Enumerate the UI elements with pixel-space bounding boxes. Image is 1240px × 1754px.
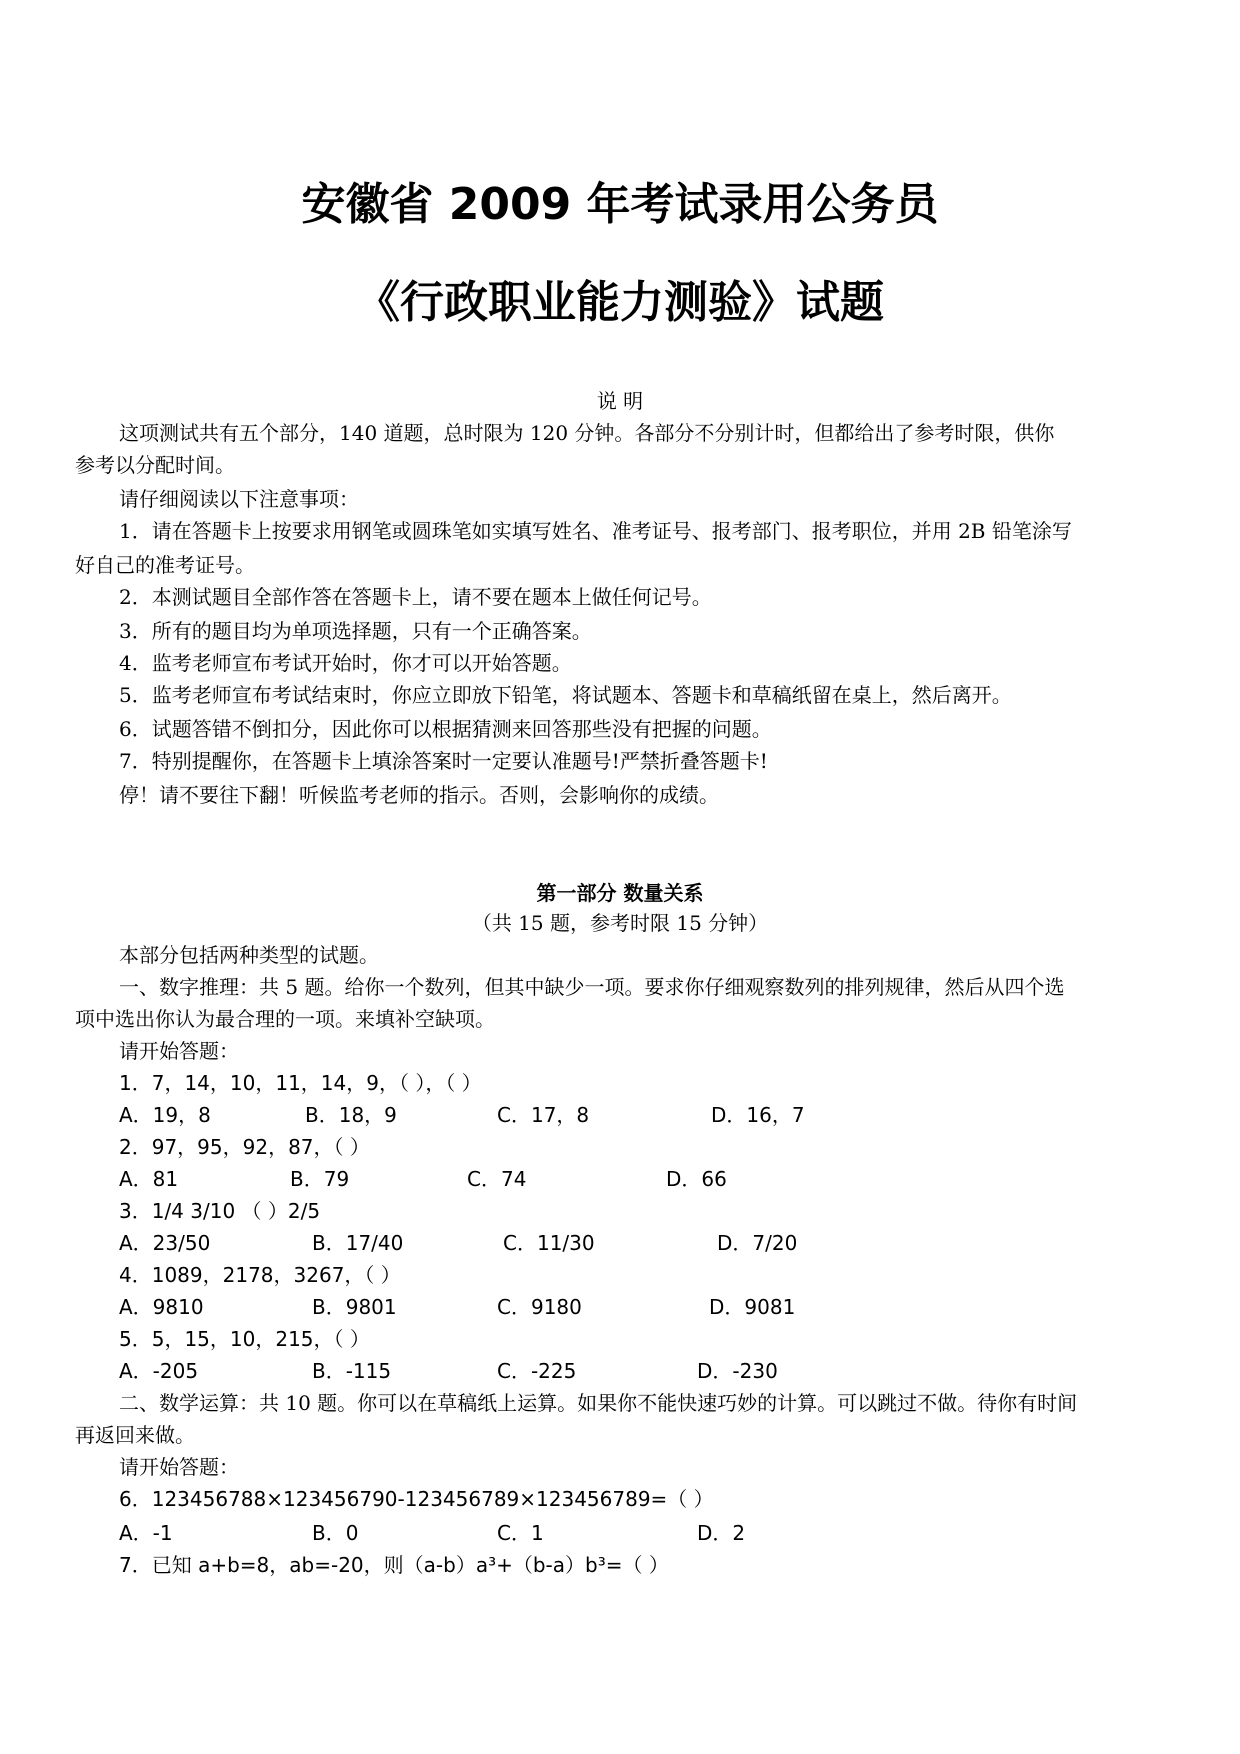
instruction-item-1: 1．请在答题卡上按要求用钢笔或圆珠笔如实填写姓名、准考证号、报考部门、报考职位，并用 2B 铅笔涂写 [119, 519, 1072, 543]
instructions-intro-cont: 参考以分配时间。 [75, 453, 235, 477]
section2-start: 请开始答题： [119, 1455, 239, 1479]
instruction-item-1-cont: 好自己的准考证号。 [75, 553, 255, 577]
q1-option-d: D．16，7 [711, 1103, 805, 1127]
instructions-intro: 这项测试共有五个部分，140 道题，总时限为 120 分钟。各部分不分别计时，但都给出了参考时限，供你 [119, 421, 1055, 445]
section1-description: 一、数字推理：共 5 题。给你一个数列，但其中缺少一项。要求你仔细观察数列的排列规律，然后从四个选 [119, 975, 1065, 999]
q1-option-a: A．19，8 [119, 1103, 211, 1127]
q1-option-b: B．18，9 [305, 1103, 397, 1127]
q2-option-b: B．79 [290, 1167, 350, 1191]
q4-option-b: B．9801 [312, 1295, 397, 1319]
q3-option-d: D．7/20 [717, 1231, 798, 1255]
question-6: 6．123456788×123456790-123456789×123456789=（ ） [119, 1487, 714, 1511]
question-7: 7．已知 a+b=8，ab=-20，则（a-b）a³+（b-a）b³=（ ） [119, 1553, 669, 1577]
q1-option-c: C．17，8 [497, 1103, 590, 1127]
q6-option-d: D．2 [697, 1521, 746, 1545]
question-4: 4．1089，2178，3267，（ ） [119, 1263, 401, 1287]
section2-description-cont: 再返回来做。 [75, 1423, 195, 1447]
q4-option-a: A．9810 [119, 1295, 204, 1319]
document-title-line1: 安徽省 2009 年考试录用公务员 [301, 179, 939, 230]
q2-option-c: C．74 [467, 1167, 527, 1191]
part1-heading: 第一部分 数量关系 [536, 881, 704, 905]
instruction-item-6: 6．试题答错不倒扣分，因此你可以根据猜测来回答那些没有把握的问题。 [119, 717, 772, 741]
q2-option-a: A．81 [119, 1167, 179, 1191]
q6-option-a: A．-1 [119, 1521, 173, 1545]
instructions-heading: 说 明 [596, 389, 644, 413]
q6-option-b: B．0 [312, 1521, 359, 1545]
q5-option-c: C．-225 [497, 1359, 577, 1383]
instruction-item-2: 2．本测试题目全部作答在答题卡上，请不要在题本上做任何记号。 [119, 585, 712, 609]
stop-notice: 停！请不要往下翻！听候监考老师的指示。否则，会影响你的成绩。 [119, 783, 719, 807]
q3-option-a: A．23/50 [119, 1231, 211, 1255]
question-5: 5．5，15，10，215，（ ） [119, 1327, 370, 1351]
section2-description: 二、数学运算：共 10 题。你可以在草稿纸上运算。如果你不能快速巧妙的计算。可以跳过不做。待你有时间 [119, 1391, 1078, 1415]
q4-option-c: C．9180 [497, 1295, 582, 1319]
q6-option-c: C．1 [497, 1521, 544, 1545]
q3-option-b: B．17/40 [312, 1231, 404, 1255]
document-title-line2: 《行政职业能力测验》试题 [356, 277, 884, 328]
question-1: 1．7，14，10，11，14，9，（ ），（ ） [119, 1071, 482, 1095]
instruction-item-4: 4．监考老师宣布考试开始时，你才可以开始答题。 [119, 651, 572, 675]
instruction-item-7: 7．特别提醒你，在答题卡上填涂答案时一定要认准题号!严禁折叠答题卡! [119, 749, 768, 773]
question-2: 2．97，95，92，87，（ ） [119, 1135, 370, 1159]
q5-option-a: A．-205 [119, 1359, 199, 1383]
instruction-item-3: 3．所有的题目均为单项选择题，只有一个正确答案。 [119, 619, 592, 643]
section1-description-cont: 项中选出你认为最合理的一项。来填补空缺项。 [75, 1007, 495, 1031]
section1-start: 请开始答题： [119, 1039, 239, 1063]
question-3: 3．1/4 3/10 （ ）2/5 [119, 1199, 321, 1223]
part1-intro: 本部分包括两种类型的试题。 [119, 943, 379, 967]
q3-option-c: C．11/30 [503, 1231, 595, 1255]
instruction-item-5: 5．监考老师宣布考试结束时，你应立即放下铅笔，将试题本、答题卡和草稿纸留在桌上，然后离开。 [119, 683, 1012, 707]
q5-option-b: B．-115 [312, 1359, 392, 1383]
q4-option-d: D．9081 [709, 1295, 796, 1319]
instructions-notice: 请仔细阅读以下注意事项： [119, 487, 359, 511]
q5-option-d: D．-230 [697, 1359, 778, 1383]
q2-option-d: D．66 [666, 1167, 727, 1191]
part1-subheading: （共 15 题，参考时限 15 分钟） [471, 911, 769, 935]
